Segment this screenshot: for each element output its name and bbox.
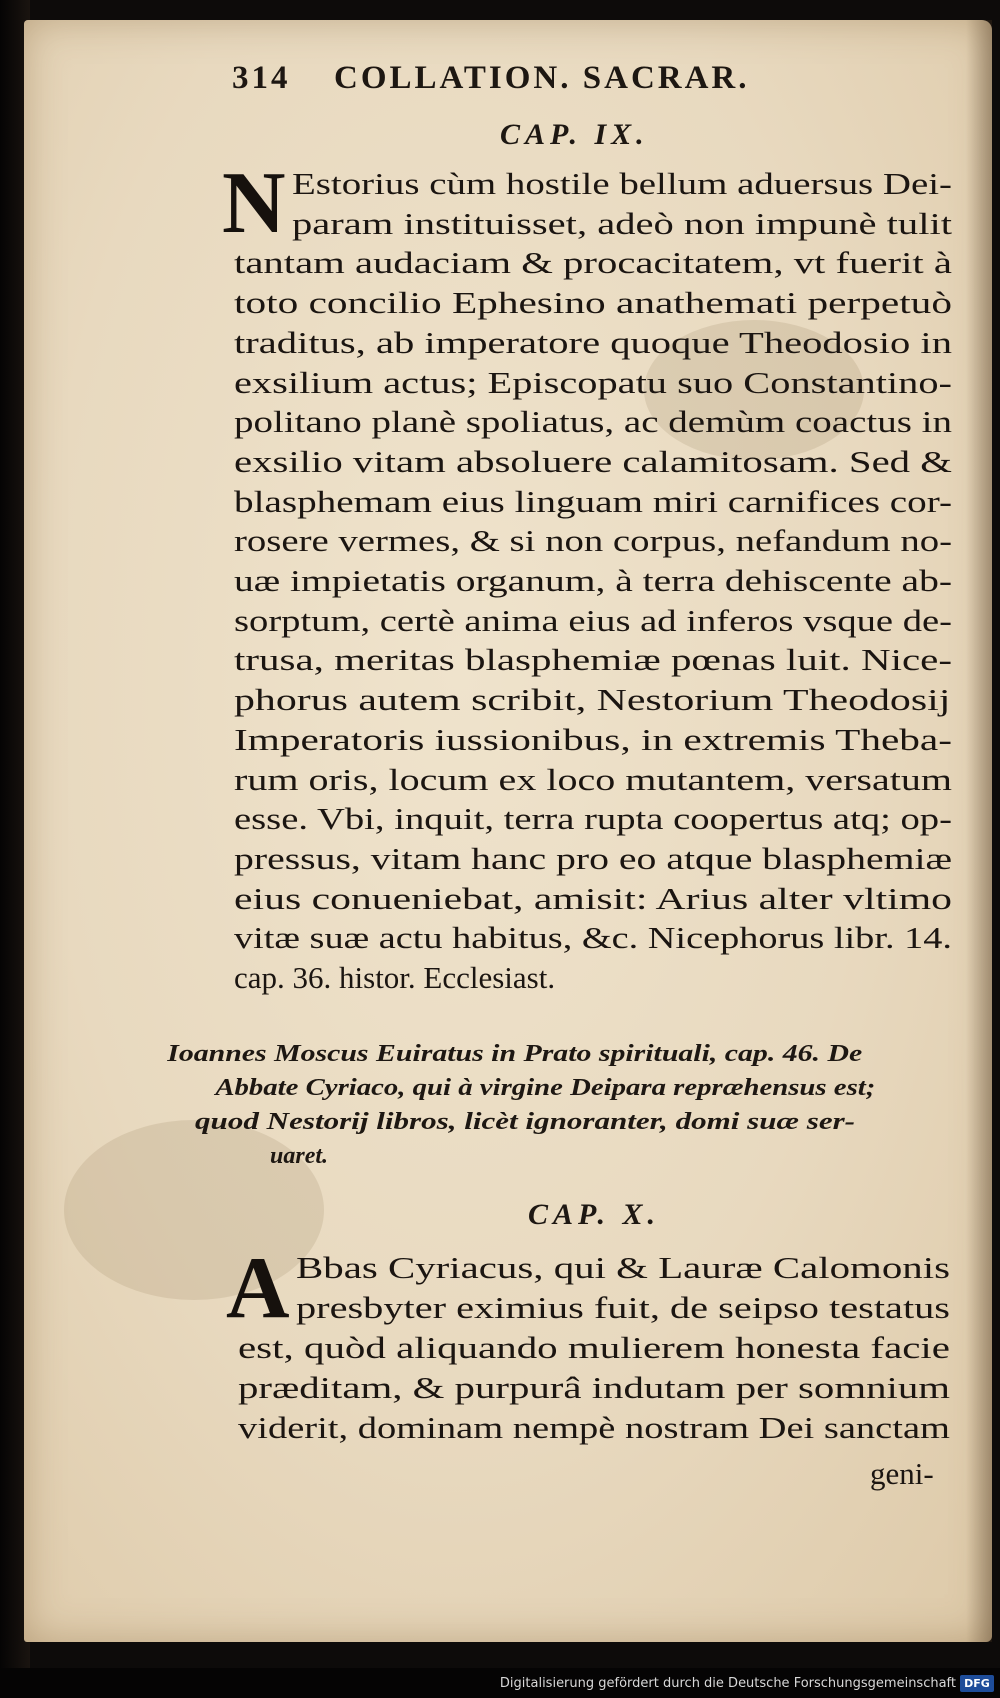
note-line: uaret.: [270, 1143, 329, 1169]
digitization-credit: Digitalisierung gefördert durch die Deutsche Forschungsgemeinschaft: [499, 1676, 956, 1691]
chapter-ix-line: politano planè spoliatus, ac demùm coactus in: [234, 404, 952, 440]
chapter-x-line: est, quòd aliquando mulierem honesta facie: [238, 1330, 951, 1365]
chapter-ix-line: Estorius cùm hostile bellum aduersus Dei-: [292, 166, 952, 201]
dfg-logo: DFG: [960, 1675, 994, 1692]
page-number: 314: [232, 60, 291, 96]
chapter-ix-dropcap: N: [222, 155, 286, 252]
chapter-ix-line: trusa, meritas blasphemiæ pœnas luit. Nice-: [234, 642, 952, 678]
chapter-ix-line: uæ impietatis organum, à terra dehiscente ab-: [234, 563, 952, 598]
chapter-ix-line: tantam audaciam & procacitatem, vt fuerit à: [234, 245, 952, 281]
chapter-ix-line: phorus autem scribit, Nestorium Theodosij: [234, 682, 951, 718]
chapter-ix-line: exsilium actus; Episcopatu suo Constantino-: [234, 364, 952, 400]
note-line: Abbate Cyriaco, qui à virgine Deipara repræhensus est;: [215, 1075, 876, 1101]
catchword: geni-: [870, 1456, 934, 1491]
chapter-ix-line: cap. 36. histor. Ecclesiast.: [234, 960, 556, 995]
running-head: [232, 60, 912, 110]
chapter-x-line: viderit, dominam nempè nostram Dei sanctam: [238, 1410, 950, 1445]
running-title: COLLATION. SACRAR.: [334, 60, 750, 96]
chapter-ix-line: rum oris, locum ex loco mutantem, versatum: [234, 761, 952, 797]
chapter-ix-line: exsilio vitam absoluere calamitosam. Sed &: [234, 443, 952, 479]
page-gutter-shadow: [966, 20, 992, 1642]
chapter-ix-line: esse. Vbi, inquit, terra rupta coopertus atq; op-: [234, 801, 952, 837]
chapter-ix-line: rosere vermes, & si non corpus, nefandum no-: [234, 523, 952, 559]
chapter-ix-line: vitæ suæ actu habitus, &c. Nicephorus libr. 14.: [234, 920, 952, 956]
chapter-x-line: Bbas Cyriacus, qui & Lauræ Calomonis: [296, 1250, 950, 1285]
chapter-ix-line: pressus, vitam hanc pro eo atque blasphemiæ: [234, 840, 952, 876]
chapter-ix-line: param instituisset, adeò non impunè tulit: [292, 205, 952, 241]
chapter-ix-line: eius conueniebat, amisit: Arius alter vltimo: [234, 880, 952, 916]
chapter-ix-line: toto concilio Ephesino anathemati perpetuò: [234, 285, 952, 321]
note-line: quod Nestorij libros, licèt ignoranter, domi suæ ser-: [195, 1109, 856, 1135]
chapter-ix-heading: CAP. IX.: [500, 118, 649, 151]
chapter-x-heading: CAP. X.: [528, 1198, 660, 1231]
chapter-ix-line: sorptum, certè anima eius ad inferos vsque de-: [234, 602, 952, 638]
chapter-ix-line: traditus, ab imperatore quoque Theodosio in: [234, 324, 952, 360]
chapter-x-dropcap: A: [226, 1240, 290, 1337]
chapter-ix-line: Imperatoris iussionibus, in extremis Theba-: [234, 721, 952, 757]
footer-bar: [0, 1668, 1000, 1698]
note-line: Ioannes Moscus Euiratus in Prato spirituali, cap. 46. De: [167, 1041, 863, 1067]
chapter-x-line: presbyter eximius fuit, de seipso testatus: [296, 1290, 950, 1325]
chapter-x-line: præditam, & purpurâ indutam per somnium: [238, 1370, 950, 1405]
chapter-ix-line: blasphemam eius linguam miri carnifices cor-: [234, 483, 952, 519]
